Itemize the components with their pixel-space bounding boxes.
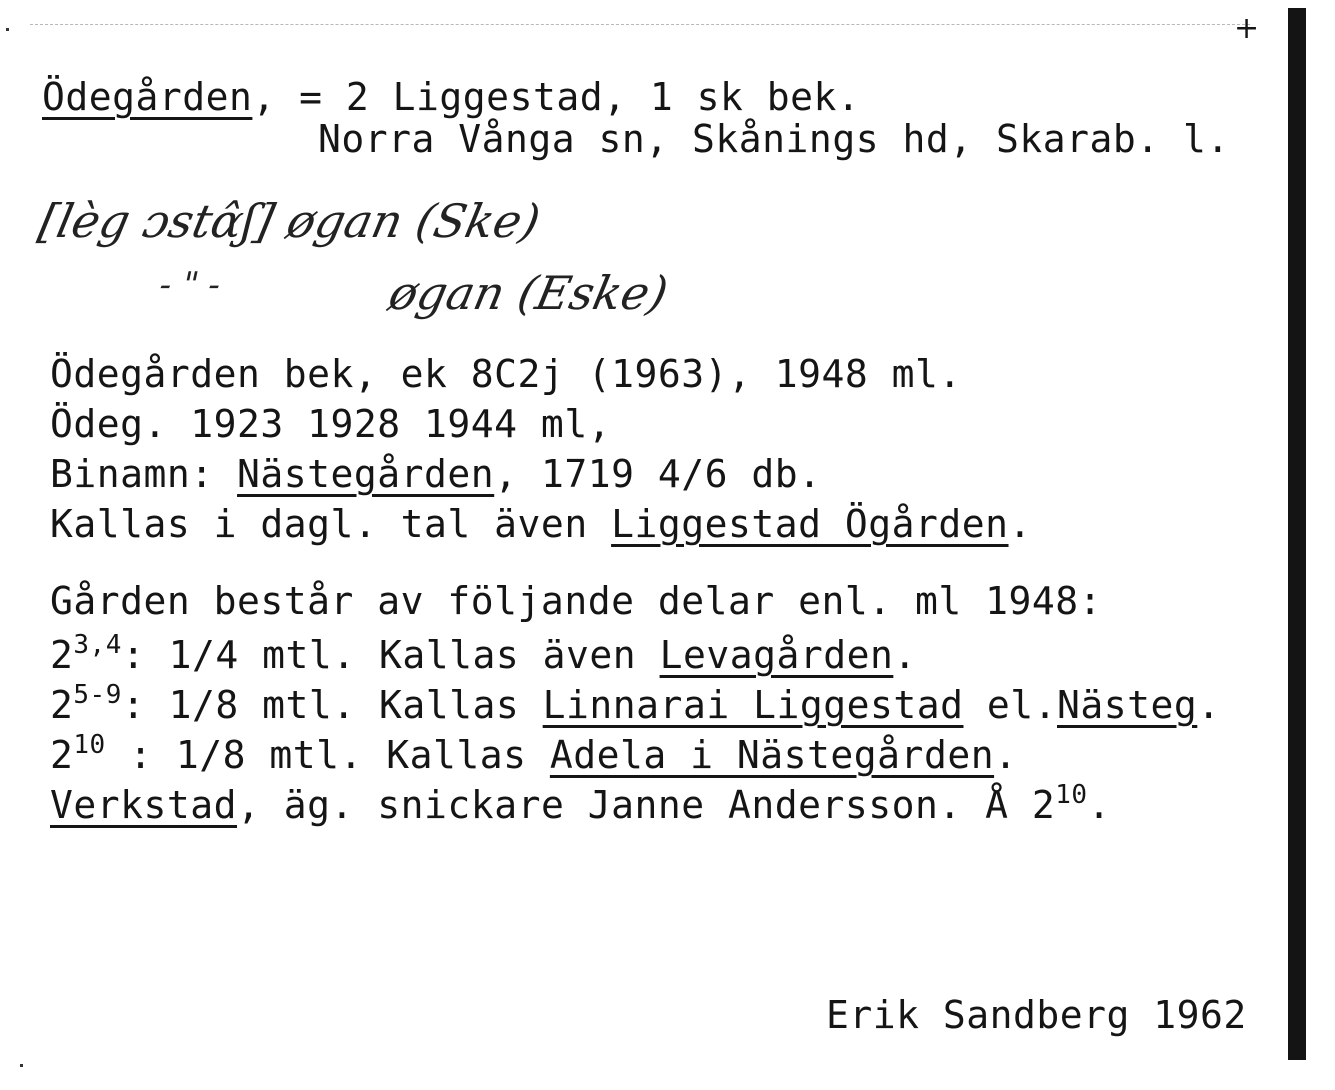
part-name: Linnarai Liggestad xyxy=(542,683,964,727)
text-line-5: Gården består av följande delar enl. ml 1948: xyxy=(50,579,1103,623)
part-number: 2 xyxy=(50,633,74,677)
part-number: 2 xyxy=(50,733,74,777)
card-edge-shadow xyxy=(1288,8,1306,1060)
entry-description: , = 2 Liggestad, 1 sk bek. xyxy=(252,75,861,119)
workshop-text: , äg. snickare Janne Andersson. Å 2 xyxy=(237,783,1056,827)
part-name-alt: Nästeg xyxy=(1057,683,1198,727)
text-line-6 xyxy=(50,630,917,677)
author-signature: Erik Sandberg 1962 xyxy=(826,993,1247,1037)
part-superscript: 3,4 xyxy=(73,630,122,660)
handwritten-pronunciation: [lèg ɔstɑ̂ʃ] øgan (Ske) xyxy=(34,194,545,248)
text-line-7 xyxy=(50,680,1221,727)
part-superscript: 5-9 xyxy=(73,680,122,710)
part-text: : 1/4 mtl. Kallas även xyxy=(121,633,660,677)
part-conjunction: el. xyxy=(963,683,1057,727)
text-line-4 xyxy=(50,502,1032,546)
corner-plus-mark: + xyxy=(1234,11,1260,46)
text-line-2: Ödeg. 1923 1928 1944 ml, xyxy=(50,402,612,446)
part-suffix: . xyxy=(994,733,1018,777)
entry-name: Ödegården xyxy=(42,75,253,119)
header-line xyxy=(42,75,861,119)
part-superscript: 10 xyxy=(73,730,106,760)
part-name: Adela i Nästegården xyxy=(549,733,995,777)
part-suffix: . xyxy=(893,633,917,677)
kallas-prefix: Kallas i dagl. tal även xyxy=(50,502,612,546)
part-suffix: . xyxy=(1197,683,1221,727)
kallas-suffix: . xyxy=(1008,502,1032,546)
part-text: : 1/8 mtl. Kallas xyxy=(105,733,550,777)
text-line-3 xyxy=(50,452,822,496)
part-name: Levagården xyxy=(659,633,894,677)
text-line-8 xyxy=(50,730,1018,777)
handwritten-ditto-mark: - " - xyxy=(155,265,225,305)
kallas-name: Liggestad Ögården xyxy=(611,502,1009,546)
text-line-1: Ödegården bek, ek 8C2j (1963), 1948 ml. xyxy=(50,352,962,396)
handwritten-pronunciation-alt: øgan (Eske) xyxy=(384,266,673,320)
workshop-name: Verkstad xyxy=(50,783,238,827)
binamn-name: Nästegården xyxy=(237,452,495,496)
workshop-superscript: 10 xyxy=(1055,780,1088,810)
binamn-suffix: , 1719 4/6 db. xyxy=(494,452,822,496)
location-line: Norra Vånga sn, Skånings hd, Skarab. l. xyxy=(318,117,1230,161)
part-number: 2 xyxy=(50,683,74,727)
speck xyxy=(20,1064,23,1067)
workshop-suffix: . xyxy=(1087,783,1111,827)
binamn-label: Binamn: xyxy=(50,452,238,496)
speck xyxy=(6,28,9,31)
part-text: : 1/8 mtl. Kallas xyxy=(121,683,543,727)
text-line-9 xyxy=(50,780,1111,827)
top-edge-rule xyxy=(30,24,1250,25)
